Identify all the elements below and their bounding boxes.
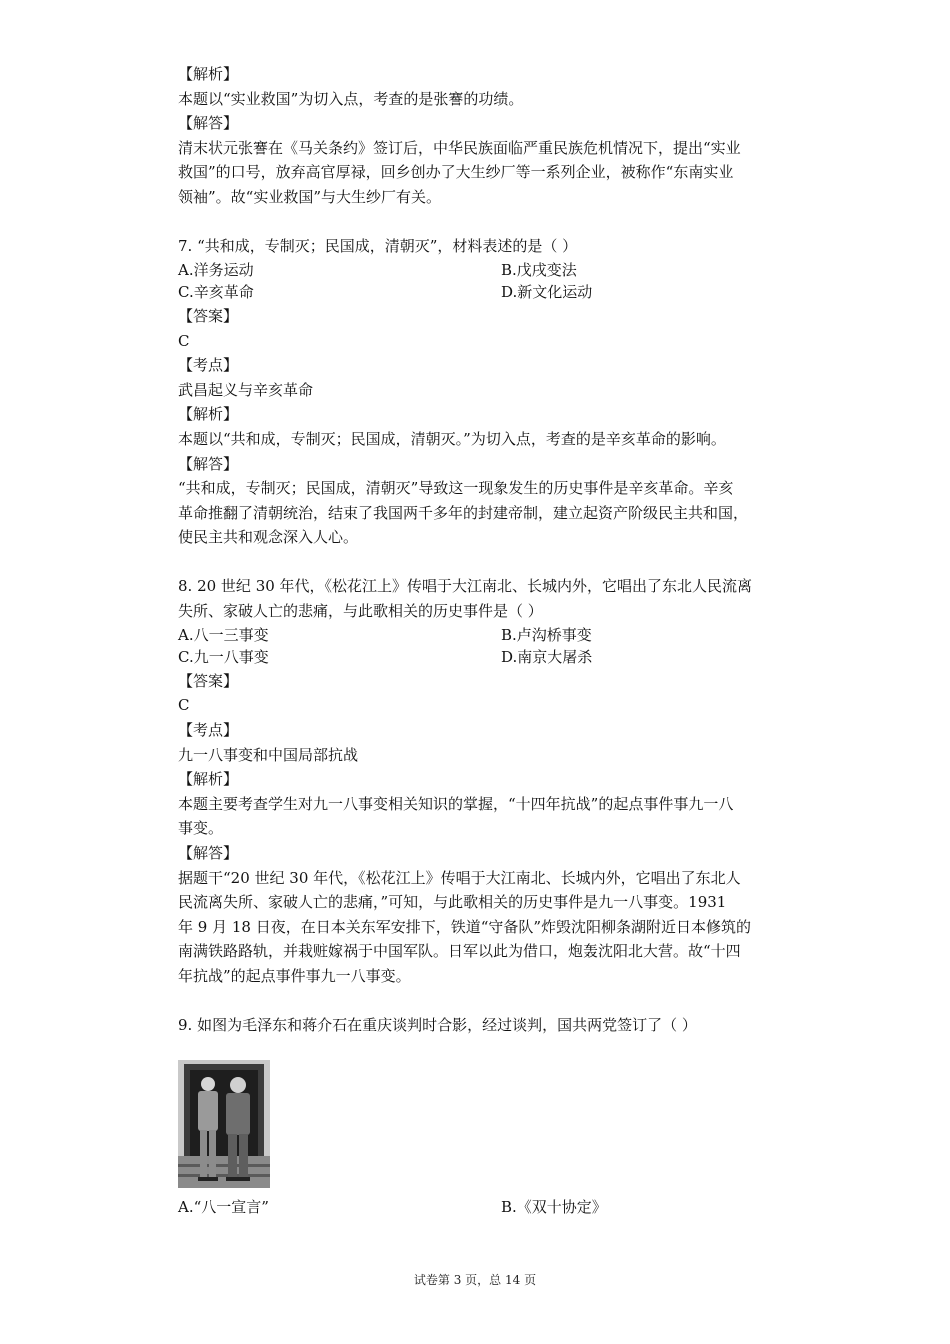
option-a: A.“八一宣言”: [178, 1197, 269, 1216]
solution-line: 据题干“20 世纪 30 年代，《松花江上》传唱于大江南北、长城内外，它唱出了东北人: [178, 868, 741, 887]
question-7-options-row-2: [178, 281, 818, 304]
solution-line: “共和成，专制灭；民国成，清朝灭”导致这一现象发生的历史事件是辛亥革命。辛亥: [178, 479, 734, 498]
answer-value: C: [178, 696, 190, 715]
solution-line: 救国”的口号，放弃高官厚禄，回乡创办了大生纱厂等一系列企业，被称作“东南实业: [178, 163, 734, 182]
question-9-text: 9. 如图为毛泽东和蒋介石在重庆谈判时合影，经过谈判，国共两党签订了（ ）: [178, 1016, 697, 1035]
option-d: D.南京大屠杀: [501, 648, 593, 667]
historical-photo: [178, 1060, 270, 1188]
solution-heading: 【解答】: [178, 454, 239, 473]
solution-heading: 【解答】: [178, 114, 239, 133]
question-8-text: 失所、家破人亡的悲痛，与此歌相关的历史事件是（ ）: [178, 602, 543, 621]
analysis-text: 本题以“共和成，专制灭；民国成，清朝灭。”为切入点，考查的是辛亥革命的影响。: [178, 429, 726, 448]
solution-line: 年抗战”的起点事件事九一八事变。: [178, 966, 411, 985]
solution-line: 清末状元张謇在《马关条约》签订后，中华民族面临严重民族危机情况下，提出“实业: [178, 138, 741, 157]
option-a: A.洋务运动: [178, 260, 254, 279]
option-b: B.卢沟桥事变: [501, 625, 592, 644]
analysis-heading: 【解析】: [178, 65, 239, 83]
point-text: 武昌起义与辛亥革命: [178, 380, 314, 399]
option-b: B.戊戌变法: [501, 260, 577, 279]
solution-line: 使民主共和观念深入人心。: [178, 528, 359, 547]
point-heading: 【考点】: [178, 721, 239, 740]
point-text: 九一八事变和中国局部抗战: [178, 745, 359, 764]
option-d: D.新文化运动: [501, 283, 593, 302]
solution-line: 年 9 月 18 日夜，在日本关东军安排下，铁道“守备队”炸毁沈阳柳条湖附近日本修筑的: [178, 917, 752, 936]
question-7-text: 7. “共和成，专制灭；民国成，清朝灭”，材料表述的是（ ）: [178, 237, 578, 256]
option-c: C.九一八事变: [178, 648, 269, 667]
question-9-options-row-1: [178, 1196, 818, 1219]
solution-line: 南满铁路路轨，并栽赃嫁祸于中国军队。日军以此为借口，炮轰沈阳北大营。故“十四: [178, 942, 741, 961]
question-7-options-row-1: [178, 259, 818, 282]
option-b: B.《双十协定》: [501, 1197, 607, 1216]
solution-heading: 【解答】: [178, 844, 239, 862]
question-8-options-row-1: [178, 624, 818, 647]
analysis-line: 本题主要考查学生对九一八事变相关知识的掌握，“十四年抗战”的起点事件事九一八: [178, 794, 734, 813]
answer-value: C: [178, 331, 190, 350]
point-heading: 【考点】: [178, 356, 239, 375]
option-a: A.八一三事变: [178, 625, 269, 644]
page-footer: 试卷第 3 页，总 14 页: [413, 1273, 537, 1287]
analysis-line: 事变。: [178, 819, 224, 838]
question-8-options-row-2: [178, 646, 818, 669]
analysis-text: 本题以“实业救国”为切入点，考查的是张謇的功绩。: [178, 89, 524, 108]
question-8-text: 8. 20 世纪 30 年代，《松花江上》传唱于大江南北、长城内外，它唱出了东北人民流离: [178, 577, 753, 596]
exam-page: [178, 62, 818, 1218]
option-c: C.辛亥革命: [178, 283, 254, 302]
solution-line: 革命推翻了清朝统治，结束了我国两千多年的封建帝制，建立起资产阶级民主共和国，: [178, 503, 749, 522]
analysis-heading: 【解析】: [178, 770, 239, 789]
solution-line: 民流离失所、家破人亡的悲痛，”可知，与此歌相关的历史事件是九一八事变。1931: [178, 893, 727, 912]
answer-heading: 【答案】: [178, 306, 239, 325]
solution-line: 领袖”。故“实业救国”与大生纱厂有关。: [178, 187, 442, 206]
analysis-heading: 【解析】: [178, 405, 239, 424]
answer-heading: 【答案】: [178, 671, 239, 690]
